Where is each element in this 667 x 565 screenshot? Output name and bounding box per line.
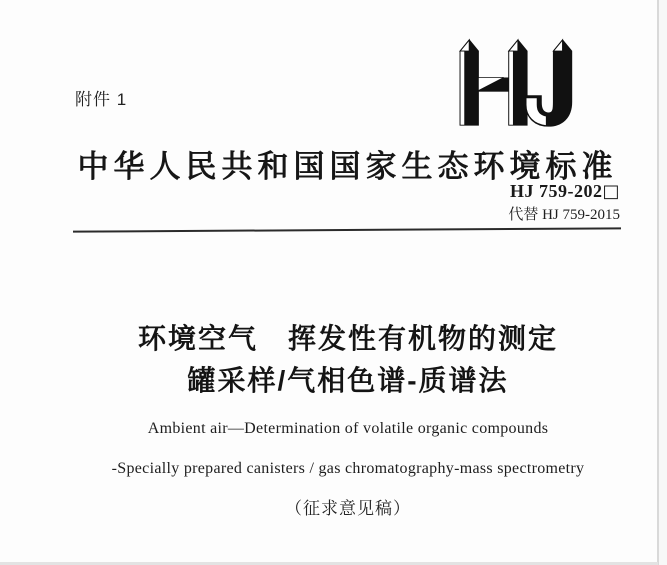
page-edge-outer-right <box>659 0 667 565</box>
year-placeholder-box: □ <box>602 181 620 202</box>
hj-logo <box>452 30 594 128</box>
standard-number <box>508 182 620 201</box>
draft-note: （征求意见稿） <box>285 499 411 518</box>
hj-logo-icon <box>452 30 594 128</box>
title-cn-line1-part2: 挥发性有机物的测定 <box>288 323 559 354</box>
standard-number-text: HJ 759-202 <box>509 181 603 201</box>
title-en-line2: -Specially prepared canisters / gas chromatography-mass spectrometry <box>111 460 585 477</box>
title-cn-line1-part1: 环境空气 <box>137 323 258 354</box>
header-divider <box>73 227 621 233</box>
standard-number-block <box>508 182 620 223</box>
title-en-line1: Ambient air—Determination of volatile organic compounds <box>147 420 549 437</box>
title-cn-line2: 罐采样/气相色谱-质谱法 <box>187 365 509 396</box>
attachment-label: 附件 1 <box>75 90 128 109</box>
replaces-note: 代替 HJ 759-2015 <box>508 207 620 223</box>
title-cn-line1 <box>73 317 623 357</box>
page-title: 中华人民共和国国家生态环境标准 <box>77 149 618 184</box>
